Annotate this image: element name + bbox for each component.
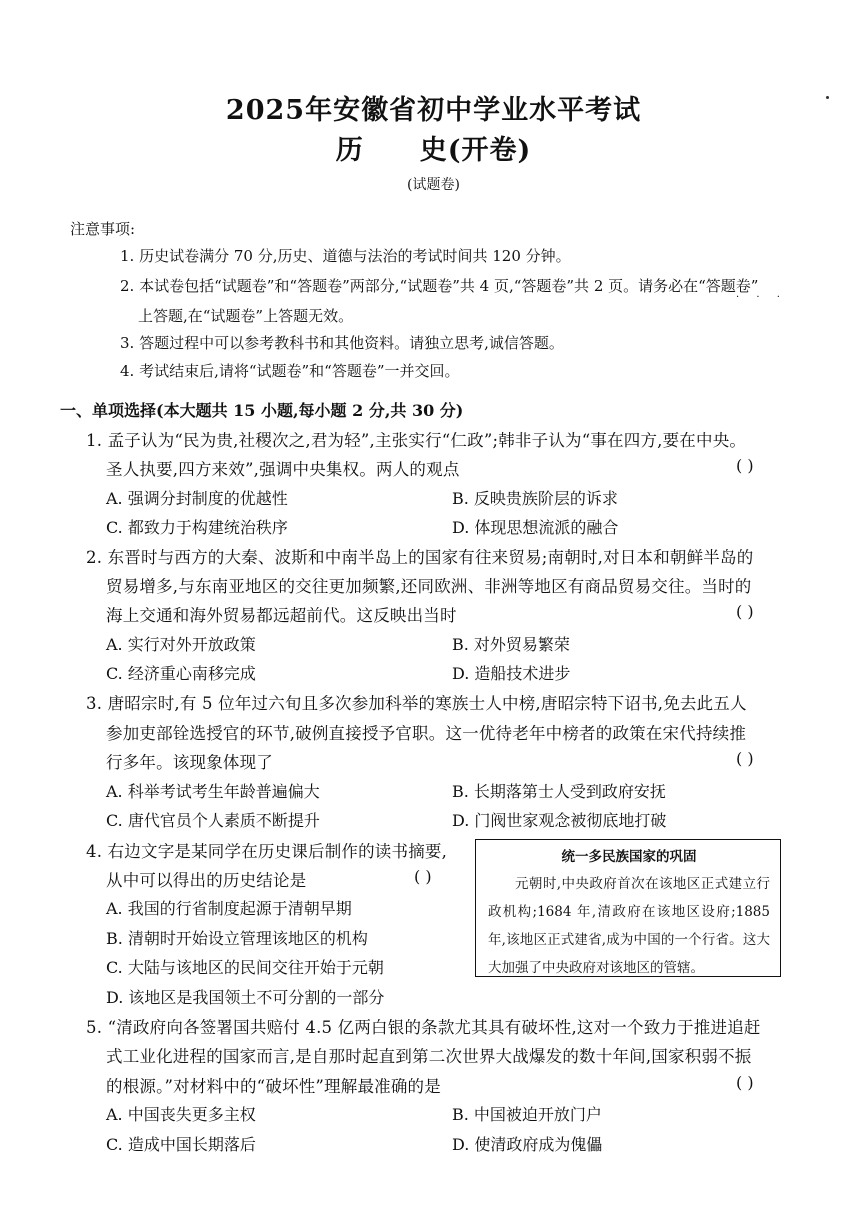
question-4-option-c: C. 大陆与该地区的民间交往开始于元朝 [106,958,384,977]
question-1-line: 1. 孟子认为“民为贵,社稷次之,君为轻”,主张实行“仁政”;韩非子认为“事在四方,要在中央。 [86,431,747,450]
question-3-option-d: D. 门阀世家观念被彻底地打破 [452,811,667,830]
note-item: 4. 考试结束后,请将“试题卷”和“答题卷”一并交回。 [120,362,460,380]
subject-title [0,128,867,167]
question-5-option-b: B. 中国被迫开放门户 [452,1105,602,1124]
question-3-option-b: B. 长期落第士人受到政府安抚 [452,782,666,801]
question-5-option-d: D. 使清政府成为傀儡 [452,1135,603,1154]
question-4-line: 从中可以得出的历史结论是 [106,871,307,890]
answer-bracket: ( ) [736,602,754,621]
answer-bracket: ( ) [736,1073,754,1092]
exam-title: 2025年安徽省初中学业水平考试 [225,95,642,126]
question-2-line: 海上交通和海外贸易都远超前代。这反映出当时 [106,606,457,625]
section-heading: 一、单项选择(本大题共 15 小题,每小题 2 分,共 30 分) [60,401,464,420]
answer-bracket: ( ) [414,867,432,886]
question-2-option-c: C. 经济重心南移完成 [106,664,256,683]
note-item: 2. 本试卷包括“试题卷”和“答题卷”两部分,“试题卷”共 4 页,“答题卷”共 2 页。请务必在“答题卷” [120,277,759,295]
note-item: 3. 答题过程中可以参考教科书和其他资料。请独立思考,诚信答题。 [120,334,564,352]
question-2-line: 2. 东晋时与西方的大秦、波斯和中南半岛上的国家有往来贸易;南朝时,对日本和朝鲜半岛的 [86,548,754,567]
question-2-option-d: D. 造船技术进步 [452,664,571,683]
excerpt-body: 元朝时,中央政府首次在该地区正式建立行政机构;1684 年,清政府在该地区设府;1885 年,该地区正式建省,成为中国的一个行省。这大大加强了中央政府对该地区的管辖。 [488,876,770,976]
question-3-line: 3. 唐昭宗时,有 5 位年过六旬且多次参加科举的寒族士人中榜,唐昭宗特下诏书,免去此五人 [86,694,747,713]
question-3-option-a: A. 科举考试考生年龄普遍偏大 [106,782,320,801]
question-1-option-b: B. 反映贵族阶层的诉求 [452,489,618,508]
question-1-option-d: D. 体现思想流派的融合 [452,518,619,537]
reading-excerpt-box [475,839,781,977]
emphasis-dots: · · · [736,292,787,303]
question-1-option-a: A. 强调分封制度的优越性 [106,489,288,508]
subject-left: 历 [335,135,364,166]
question-5-option-c: C. 造成中国长期落后 [106,1135,256,1154]
question-2-option-a: A. 实行对外开放政策 [106,635,256,654]
question-5-line: 的根源。”对材料中的“破坏性”理解最准确的是 [106,1077,441,1096]
question-4-option-b: B. 清朝时开始设立管理该地区的机构 [106,929,368,948]
answer-bracket: ( ) [736,749,754,768]
question-3-line: 参加吏部铨选授官的环节,破例直接授予官职。这一优待老年中榜者的政策在宋代持续推 [106,724,747,743]
question-5-option-a: A. 中国丧失更多主权 [106,1105,256,1124]
paper-type-label: (试题卷) [407,177,460,193]
question-2-line: 贸易增多,与东南亚地区的交往更加频繁,还同欧洲、非洲等地区有商品贸易交往。当时的 [106,577,752,596]
excerpt-title: 统一多民族国家的巩固 [561,849,697,865]
question-5-line: 5. “清政府向各签署国共赔付 4.5 亿两白银的条款尤其具有破坏性,这对一个致力于推进追赶 [86,1018,761,1037]
question-2-option-b: B. 对外贸易繁荣 [452,635,570,654]
note-item: 1. 历史试卷满分 70 分,历史、道德与法治的考试时间共 120 分钟。 [120,247,571,265]
question-4-line: 4. 右边文字是某同学在历史课后制作的读书摘要, [86,842,448,861]
question-4-option-a: A. 我国的行省制度起源于清朝早期 [106,899,352,918]
question-3-option-c: C. 唐代官员个人素质不断提升 [106,811,320,830]
question-1-line: 圣人执要,四方来效”,强调中央集权。两人的观点 [106,460,460,479]
question-4-option-d: D. 该地区是我国领土不可分割的一部分 [106,988,385,1007]
question-3-line: 行多年。该现象体现了 [106,753,273,772]
notes-heading: 注意事项: [70,220,136,238]
note-item-continuation: 上答题,在“试题卷”上答题无效。 [138,307,354,325]
answer-bracket: ( ) [736,456,754,475]
question-5-line: 式工业化进程的国家而言,是自那时起直到第二次世界大战爆发的数十年间,国家积弱不振 [106,1047,752,1066]
question-1-option-c: C. 都致力于构建统治秩序 [106,518,288,537]
subject-right: 史(开卷) [419,135,532,166]
